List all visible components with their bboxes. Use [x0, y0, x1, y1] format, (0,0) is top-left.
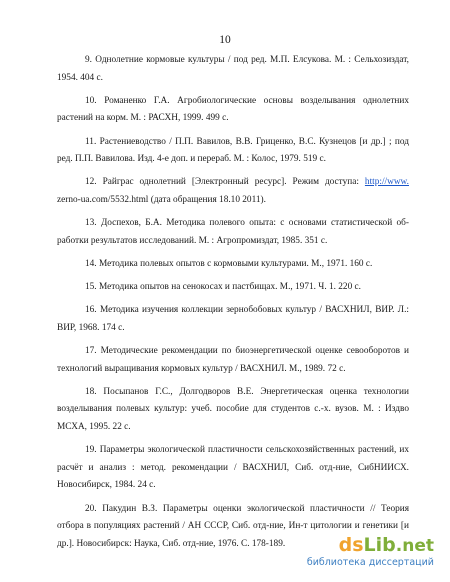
reference-link[interactable]: http://www. — [364, 177, 409, 188]
watermark-brand-lib: Lib — [363, 534, 396, 556]
reference-text: 12. Райграс однолетний [Электронный ресурс]. Режим доступа: — [85, 177, 365, 188]
watermark-brand — [307, 535, 434, 556]
reference-item: 10. Романенко Г.А. Агробиологические основы возделывания однолетних растений на корм. М. : РАСХН, 1999. 499 с. — [57, 95, 409, 124]
reference-item: 16. Методика изучения коллекции зернобобовых культур / ВАСХНИЛ, ВИР. Л.: ВИР, 1968. 174 с. — [57, 305, 409, 333]
reference-item: 11. Растениеводство / П.П. Вавилов, В.В. Гриценко, В.С. Кузнецов [и др.] ; под ред. П.П. Вавилова. Изд. 4-е доп. и перераб. М. : Колос, 1979. 519 с. — [57, 136, 409, 165]
reference-item: 19. Параметры экологической пластичности сельскохозяйственных растений, их расчёт и анализ : метод. рекомендации / ВАСХНИЛ, Сиб. отд-ние, СибНИИСХ. Новосибирск, 1984. 24 с. — [57, 445, 409, 491]
page-number: 10 — [219, 34, 231, 46]
reference-item-with-link — [57, 174, 409, 209]
watermark-brand-net: .net — [395, 536, 434, 556]
reference-item: 20. Пакудин В.З. Параметры оценки экологической пластичности // Теория отбора в популяциях растений / АН СССР, Сиб. отд-ние, Ин-т цитологии и генетики [и др.]. Новосибирск: Наука, Сиб. отд-ние, 1976. С. 178-189. — [57, 503, 409, 549]
watermark-brand-ds: ds — [338, 534, 364, 556]
reference-item: 14. Методика полевых опытов с кормовыми культурами. М., 1971. 160 с. — [85, 258, 373, 269]
reference-item: 15. Методика опытов на сенокосах и пастбищах. М., 1971. Ч. 1. 220 с. — [85, 282, 361, 293]
watermark-subtitle: библиотека диссертаций — [306, 557, 434, 568]
reference-item: 9. Однолетние кормовые культуры / под ред. М.П. Елсукова. М. : Сельхозиздат, 1954. 404 с. — [57, 55, 409, 83]
reference-text: zerno-ua.com/5532.html (дата обращения 18.10 2011). — [57, 194, 266, 205]
reference-item: 17. Методические рекомендации по биоэнергетической оценке севооборотов и технологий выращивания кормовых культур / ВАСХНИЛ. М., 1989. 72 с. — [57, 346, 409, 374]
watermark-logo — [307, 535, 434, 568]
reference-item: 18. Посыпанов Г.С., Долгодворов В.Е. Энергетическая оценка технологии возделывания полевых культур: учеб. пособие для студентов с.-х. вузов. М. : Издво МСХА, 1995. 22 с. — [57, 386, 409, 433]
reference-item: 13. Доспехов, Б.А. Методика полевого опыта: с основами статистической обработки результатов исследований. М. : Агропромиздат, 1985. 351 с. — [57, 218, 409, 246]
reference-list — [57, 52, 409, 559]
